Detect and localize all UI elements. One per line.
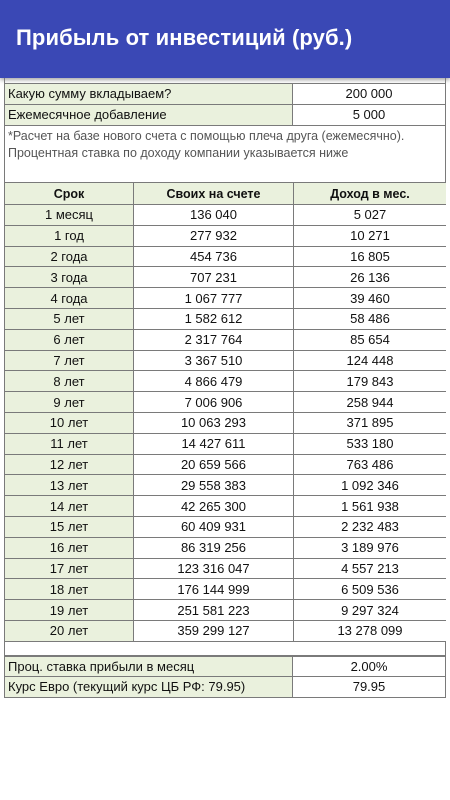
income-cell[interactable]: 2 232 483 bbox=[294, 516, 447, 537]
table-row bbox=[5, 308, 447, 329]
spreadsheet[interactable] bbox=[4, 78, 446, 708]
table-row bbox=[5, 329, 447, 350]
term-cell[interactable]: 17 лет bbox=[5, 558, 134, 579]
income-cell[interactable]: 16 805 bbox=[294, 246, 447, 267]
income-cell[interactable]: 39 460 bbox=[294, 288, 447, 309]
balance-cell[interactable]: 7 006 906 bbox=[134, 392, 294, 413]
term-cell[interactable]: 16 лет bbox=[5, 537, 134, 558]
table-spacer bbox=[4, 642, 446, 656]
app-bar bbox=[0, 0, 450, 78]
income-cell[interactable]: 6 509 536 bbox=[294, 579, 447, 600]
income-cell[interactable]: 124 448 bbox=[294, 350, 447, 371]
income-cell[interactable]: 533 180 bbox=[294, 433, 447, 454]
rate-row bbox=[4, 656, 446, 677]
income-cell[interactable]: 1 092 346 bbox=[294, 475, 447, 496]
amount-row bbox=[4, 84, 446, 105]
term-cell[interactable]: 11 лет bbox=[5, 433, 134, 454]
balance-cell[interactable]: 1 067 777 bbox=[134, 288, 294, 309]
term-cell[interactable]: 13 лет bbox=[5, 475, 134, 496]
term-cell[interactable]: 5 лет bbox=[5, 308, 134, 329]
footer-params bbox=[4, 656, 446, 698]
table-row bbox=[5, 516, 447, 537]
monthly-row bbox=[4, 105, 446, 126]
table-row bbox=[5, 392, 447, 413]
euro-value[interactable]: 79.95 bbox=[293, 677, 445, 697]
calculation-note: *Расчет на базе нового счета с помощью плеча друга (ежемесячно). Процентная ставка по доходу компании указывается ниже bbox=[4, 126, 446, 182]
balance-cell[interactable]: 60 409 931 bbox=[134, 516, 294, 537]
table-row bbox=[5, 496, 447, 517]
income-cell[interactable]: 5 027 bbox=[294, 205, 447, 226]
table-row bbox=[5, 620, 447, 641]
term-cell[interactable]: 20 лет bbox=[5, 620, 134, 641]
term-cell[interactable]: 6 лет bbox=[5, 329, 134, 350]
table-row bbox=[5, 558, 447, 579]
profit-table bbox=[4, 182, 446, 642]
term-cell[interactable]: 3 года bbox=[5, 267, 134, 288]
app-title: Прибыль от инвестиций (руб.) bbox=[16, 25, 353, 50]
term-cell[interactable]: 9 лет bbox=[5, 392, 134, 413]
euro-label: Курс Евро (текущий курс ЦБ РФ: 79.95) bbox=[5, 677, 293, 697]
table-row bbox=[5, 433, 447, 454]
table-row bbox=[5, 454, 447, 475]
table-row bbox=[5, 579, 447, 600]
monthly-label: Ежемесячное добавление bbox=[5, 105, 293, 125]
table-row bbox=[5, 350, 447, 371]
term-cell[interactable]: 10 лет bbox=[5, 412, 134, 433]
table-row bbox=[5, 537, 447, 558]
balance-cell[interactable]: 4 866 479 bbox=[134, 371, 294, 392]
table-header-row bbox=[5, 183, 447, 205]
balance-cell[interactable]: 707 231 bbox=[134, 267, 294, 288]
balance-cell[interactable]: 359 299 127 bbox=[134, 620, 294, 641]
income-cell[interactable]: 371 895 bbox=[294, 412, 447, 433]
income-cell[interactable]: 9 297 324 bbox=[294, 600, 447, 621]
income-cell[interactable]: 13 278 099 bbox=[294, 620, 447, 641]
balance-cell[interactable]: 454 736 bbox=[134, 246, 294, 267]
amount-label: Какую сумму вкладываем? bbox=[5, 84, 293, 104]
header-balance: Своих на счете bbox=[134, 183, 294, 205]
balance-cell[interactable]: 123 316 047 bbox=[134, 558, 294, 579]
income-cell[interactable]: 3 189 976 bbox=[294, 537, 447, 558]
income-cell[interactable]: 26 136 bbox=[294, 267, 447, 288]
term-cell[interactable]: 4 года bbox=[5, 288, 134, 309]
balance-cell[interactable]: 42 265 300 bbox=[134, 496, 294, 517]
table-row bbox=[5, 371, 447, 392]
rate-value[interactable]: 2.00% bbox=[293, 657, 445, 676]
term-cell[interactable]: 2 года bbox=[5, 246, 134, 267]
table-row bbox=[5, 205, 447, 226]
header-term: Срок bbox=[5, 183, 134, 205]
balance-cell[interactable]: 3 367 510 bbox=[134, 350, 294, 371]
term-cell[interactable]: 14 лет bbox=[5, 496, 134, 517]
term-cell[interactable]: 19 лет bbox=[5, 600, 134, 621]
term-cell[interactable]: 7 лет bbox=[5, 350, 134, 371]
balance-cell[interactable]: 1 582 612 bbox=[134, 308, 294, 329]
income-cell[interactable]: 10 271 bbox=[294, 225, 447, 246]
monthly-value[interactable]: 5 000 bbox=[293, 105, 445, 125]
table-row bbox=[5, 288, 447, 309]
term-cell[interactable]: 1 месяц bbox=[5, 205, 134, 226]
header-monthly-income: Доход в мес. bbox=[294, 183, 447, 205]
income-cell[interactable]: 4 557 213 bbox=[294, 558, 447, 579]
table-row bbox=[5, 267, 447, 288]
balance-cell[interactable]: 29 558 383 bbox=[134, 475, 294, 496]
term-cell[interactable]: 8 лет bbox=[5, 371, 134, 392]
balance-cell[interactable]: 251 581 223 bbox=[134, 600, 294, 621]
table-row bbox=[5, 225, 447, 246]
term-cell[interactable]: 1 год bbox=[5, 225, 134, 246]
table-row bbox=[5, 246, 447, 267]
balance-cell[interactable]: 277 932 bbox=[134, 225, 294, 246]
rate-label: Проц. ставка прибыли в месяц bbox=[5, 657, 293, 676]
balance-cell[interactable]: 2 317 764 bbox=[134, 329, 294, 350]
balance-cell[interactable]: 86 319 256 bbox=[134, 537, 294, 558]
table-row bbox=[5, 600, 447, 621]
term-cell[interactable]: 15 лет bbox=[5, 516, 134, 537]
income-cell[interactable]: 258 944 bbox=[294, 392, 447, 413]
income-cell[interactable]: 763 486 bbox=[294, 454, 447, 475]
balance-cell[interactable]: 176 144 999 bbox=[134, 579, 294, 600]
income-cell[interactable]: 179 843 bbox=[294, 371, 447, 392]
balance-cell[interactable]: 136 040 bbox=[134, 205, 294, 226]
income-cell[interactable]: 85 654 bbox=[294, 329, 447, 350]
balance-cell[interactable]: 14 427 611 bbox=[134, 433, 294, 454]
term-cell[interactable]: 12 лет bbox=[5, 454, 134, 475]
amount-value[interactable]: 200 000 bbox=[293, 84, 445, 104]
table-row bbox=[5, 412, 447, 433]
balance-cell[interactable]: 10 063 293 bbox=[134, 412, 294, 433]
term-cell[interactable]: 18 лет bbox=[5, 579, 134, 600]
income-cell[interactable]: 1 561 938 bbox=[294, 496, 447, 517]
income-cell[interactable]: 58 486 bbox=[294, 308, 447, 329]
table-row bbox=[5, 475, 447, 496]
euro-row bbox=[4, 677, 446, 698]
balance-cell[interactable]: 20 659 566 bbox=[134, 454, 294, 475]
